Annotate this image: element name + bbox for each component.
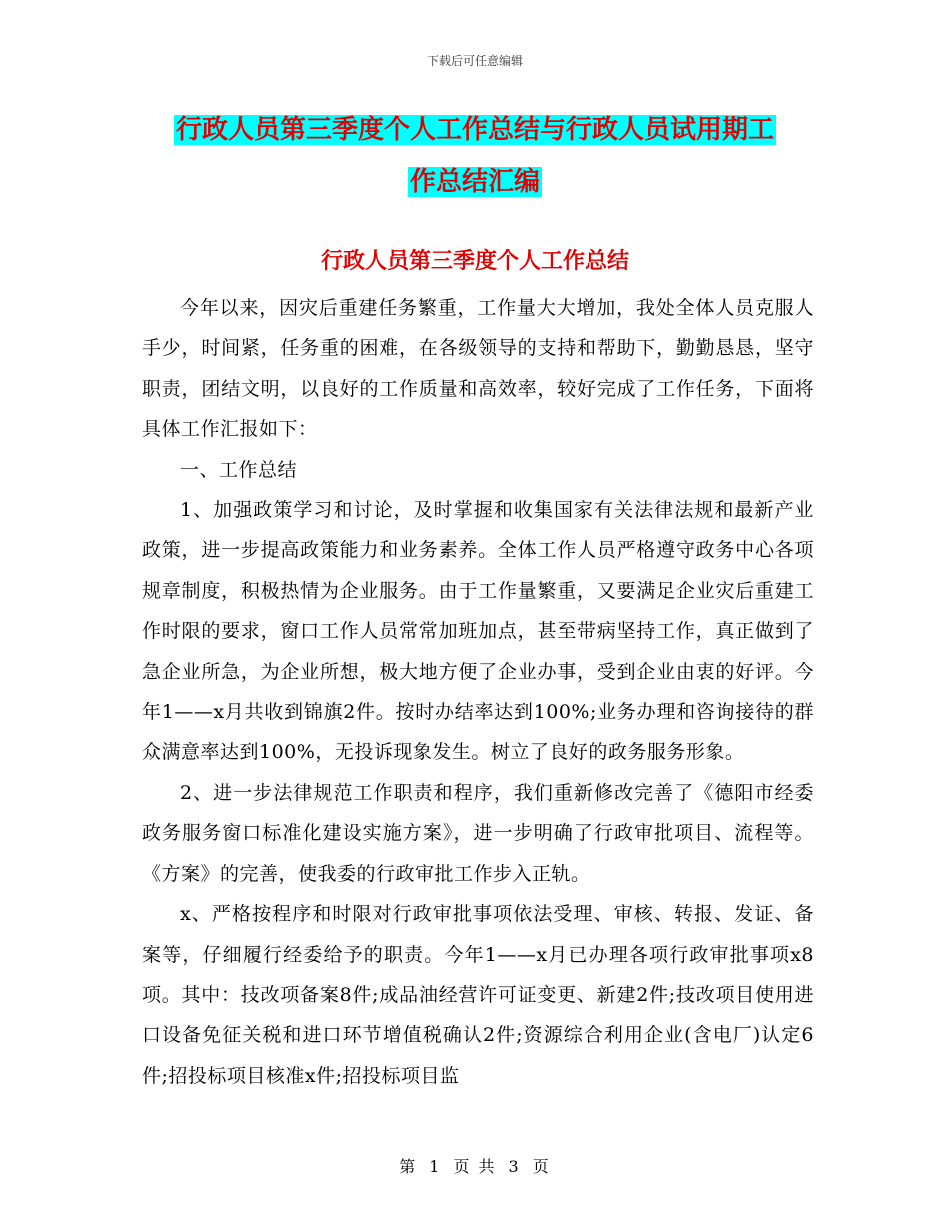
page-footer xyxy=(0,1154,950,1177)
footer-page-number: 1 xyxy=(429,1157,442,1176)
footer-total-pages: 3 xyxy=(508,1157,521,1176)
header-note: 下载后可任意编辑 xyxy=(426,54,523,68)
footer-middle: 页 共 xyxy=(453,1157,497,1176)
paragraph-heading: 一、工作总结 xyxy=(180,458,298,481)
footer-suffix: 页 xyxy=(532,1157,551,1176)
document-title xyxy=(0,104,950,208)
section-title: 行政人员第三季度个人工作总结 xyxy=(320,248,629,274)
title-line-2: 作总结汇编 xyxy=(409,167,540,197)
document-body xyxy=(142,288,814,1096)
footer-prefix: 第 xyxy=(399,1157,418,1176)
paragraph-item-1: 1、加强政策学习和讨论，及时掌握和收集国家有关法律法规和最新产业政策，进一步提高政策能力和业务素养。全体工作人员严格遵守政务中心各项规章制度，积极热情为企业服务。由于工作量繁重，又要满足企业灾后重建工作时限的要求，窗口工作人员常常加班加点，甚至带病坚持工作，真正做到了急企业所急，为企业所想，极大地方便了企业办事，受到企业由衷的好评。今年1——x月共收到锦旗2件。按时办结率达到100%;业务办理和咨询接待的群众满意率达到100%，无投诉现象发生。树立了良好的政务服务形象。 xyxy=(142,499,814,764)
title-line-1: 行政人员第三季度个人工作总结与行政人员试用期工 xyxy=(175,115,774,145)
paragraph-item-2: 2、进一步法律规范工作职责和程序，我们重新修改完善了《德阳市经委政务服务窗口标准化建设实施方案》，进一步明确了行政审批项目、流程等。《方案》的完善，使我委的行政审批工作步入正轨。 xyxy=(142,781,814,885)
paragraph-intro: 今年以来，因灾后重建任务繁重，工作量大大增加，我处全体人员克服人手少，时间紧，任务重的困难，在各级领导的支持和帮助下，勤勤恳恳，坚守职责，团结文明，以良好的工作质量和高效率，较好完成了工作任务，下面将具体工作汇报如下： xyxy=(142,297,814,441)
paragraph-item-3: x、严格按程序和时限对行政审批事项依法受理、审核、转报、发证、备案等，仔细履行经委给予的职责。今年1——x月已办理各项行政审批事项x8项。其中：技改项备案8件;成品油经营许可证变更、新建2件;技改项目使用进口设备免征关税和进口环节增值税确认2件;资源综合利用企业(含电厂)认定6件;招投标项目核准x件;招投标项目监 xyxy=(142,903,814,1087)
